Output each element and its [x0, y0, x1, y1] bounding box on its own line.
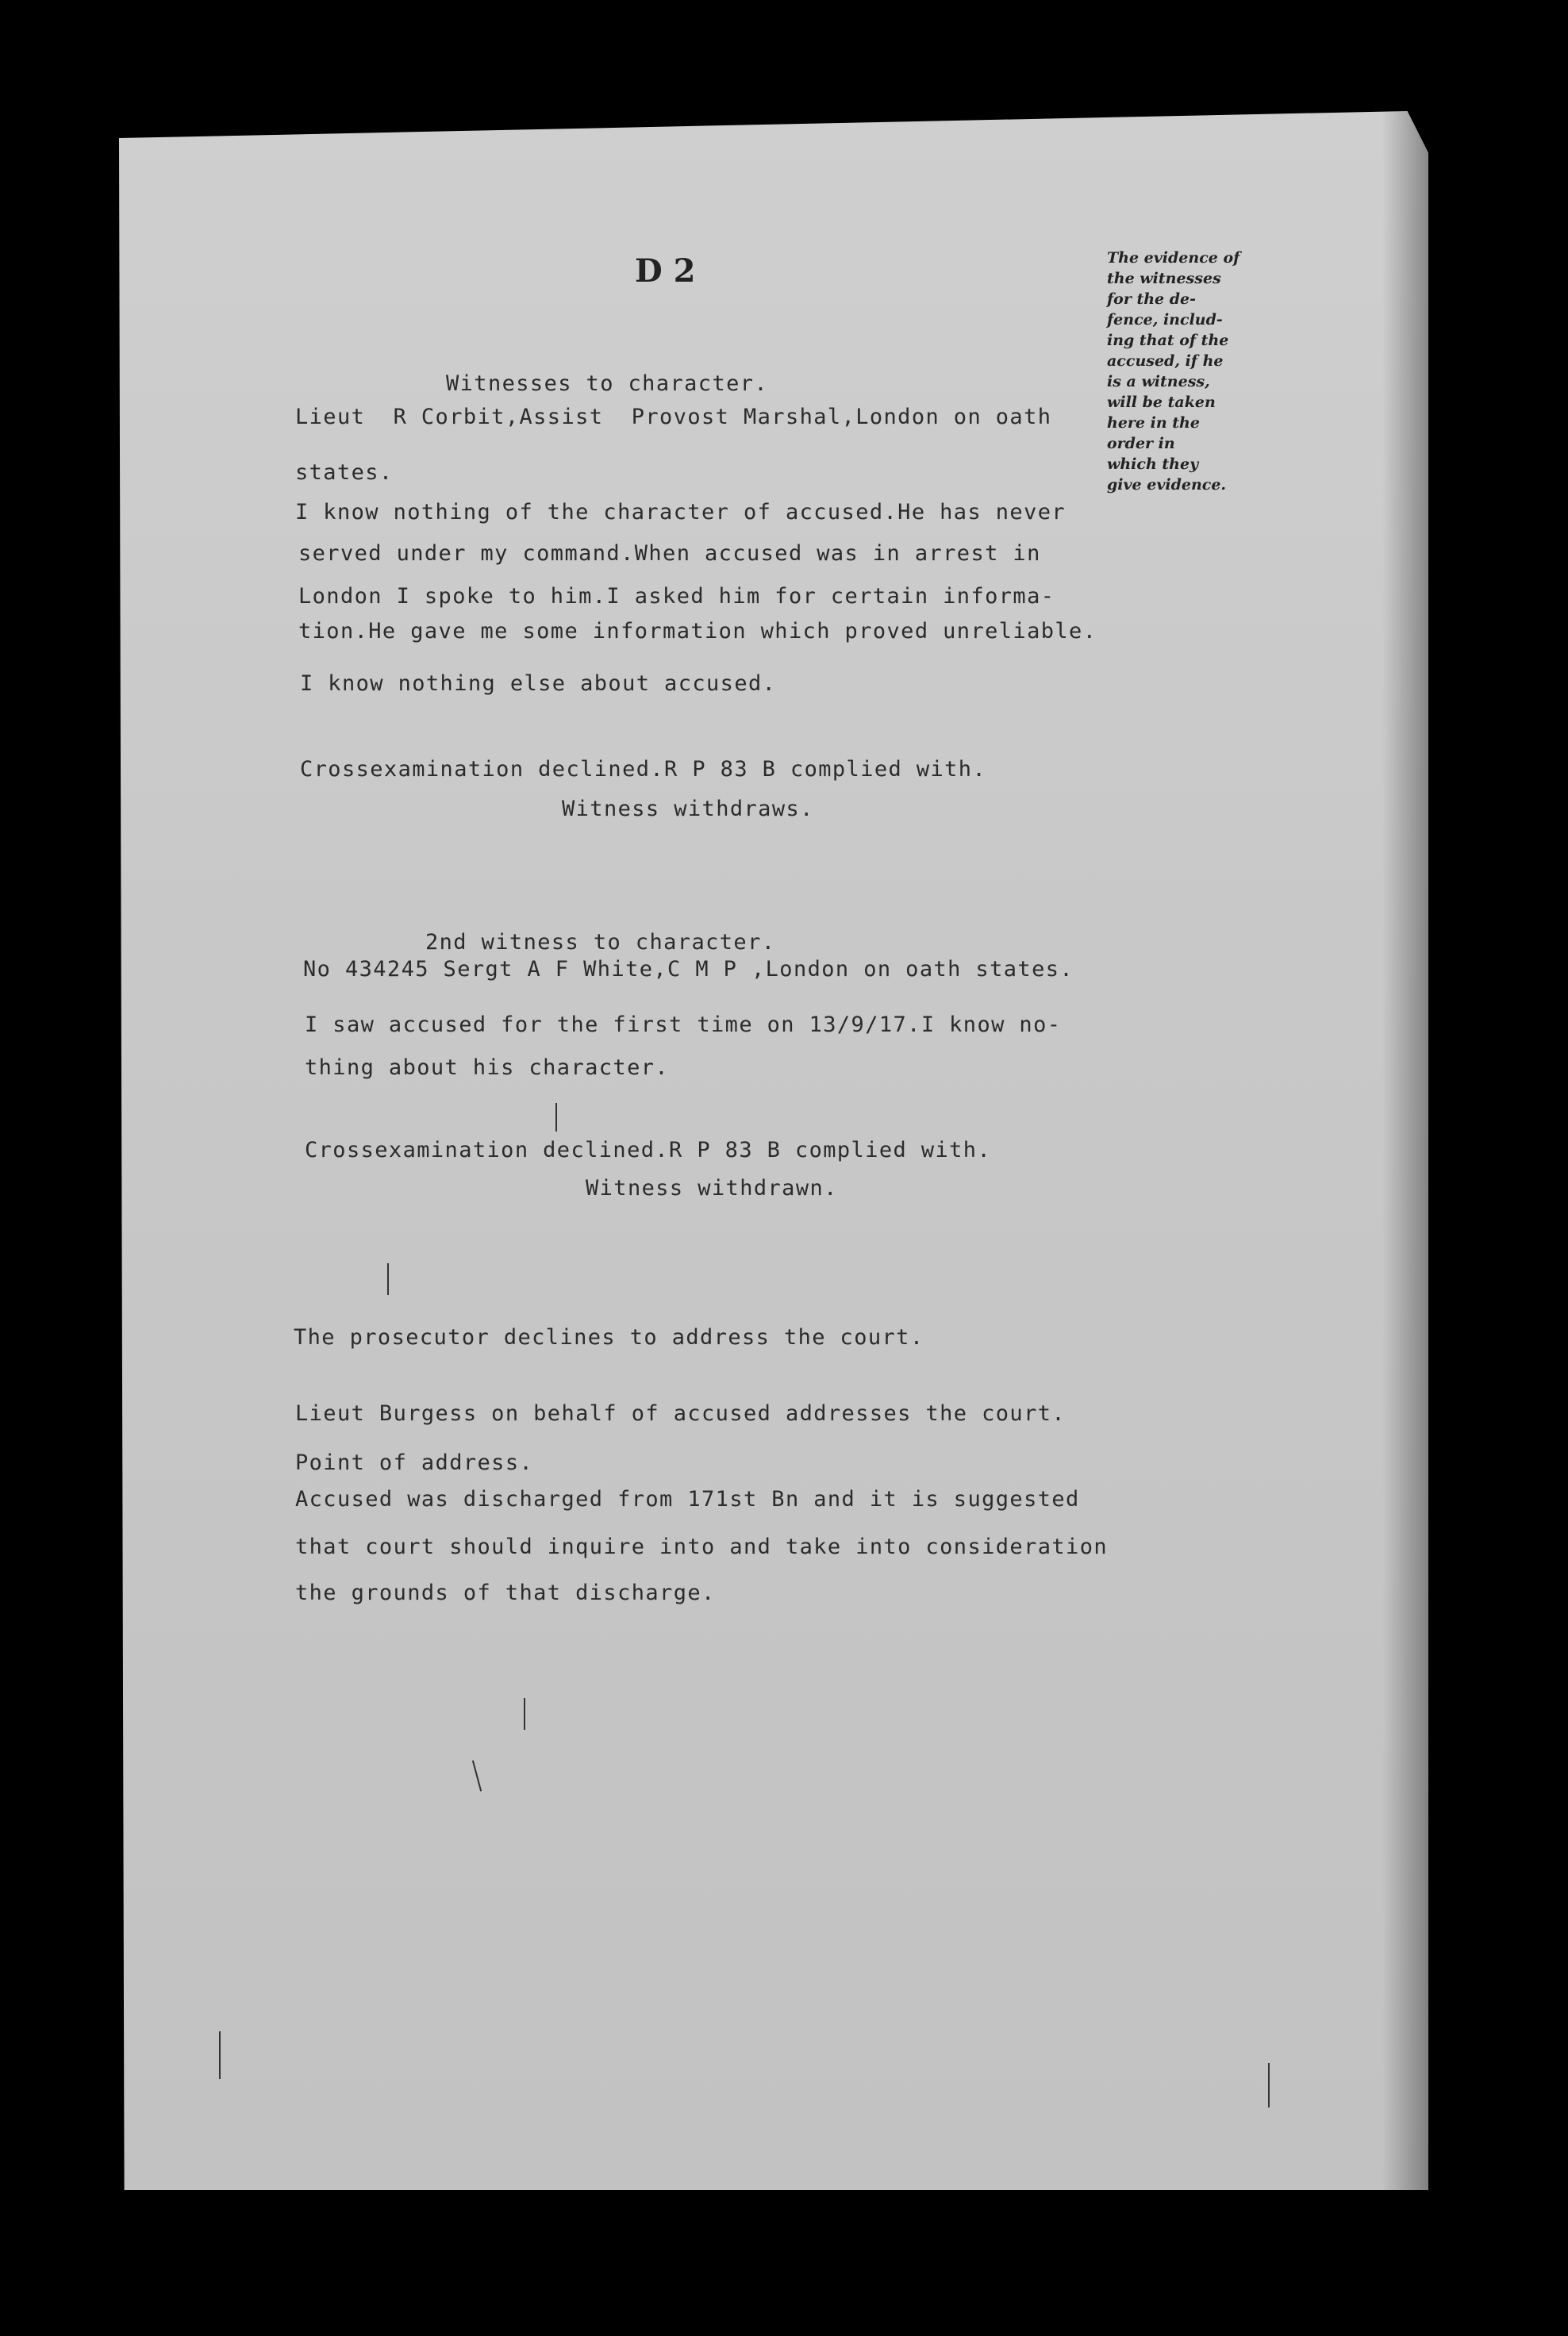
testimony-line: I know nothing else about accused. — [300, 671, 777, 696]
testimony-line: tion.He gave me some information which proved unreliable. — [298, 619, 1097, 644]
margin-note-line: here in the — [1107, 414, 1200, 432]
margin-note-line: which they — [1107, 455, 1199, 473]
defence-line: the grounds of that discharge. — [295, 1581, 716, 1605]
margin-note-line: give evidence. — [1107, 476, 1227, 494]
testimony-line: thing about his character. — [305, 1055, 670, 1080]
testimony-line: served under my command.When accused was in arrest in — [298, 541, 1041, 566]
prosecutor-statement: The prosecutor declines to address the court. — [294, 1325, 924, 1350]
scan-scratch-mark — [1268, 2063, 1270, 2107]
page-heading: D 2 — [635, 252, 696, 290]
defence-line: Point of address. — [295, 1450, 534, 1475]
sheet-edge-shadow — [1382, 111, 1430, 2190]
testimony-line: Lieut R Corbit,Assist Provost Marshal,London on oath — [295, 405, 1052, 429]
scan-scratch-mark — [387, 1263, 389, 1295]
section-heading-witnesses: Witnesses to character. — [446, 371, 769, 396]
defence-line: Accused was discharged from 171st Bn and it is suggested — [295, 1487, 1080, 1512]
margin-note-line: ing that of the — [1107, 332, 1229, 349]
margin-note-line: for the de- — [1107, 290, 1197, 308]
margin-note — [1107, 248, 1250, 495]
margin-note-line: is a witness, — [1107, 373, 1210, 390]
testimony-line: No 434245 Sergt A F White,C M P ,London on oath states. — [303, 957, 1074, 982]
defence-line: Lieut Burgess on behalf of accused addresses the court. — [295, 1401, 1066, 1426]
margin-note-line: fence, includ- — [1107, 311, 1223, 328]
testimony-line: London I spoke to him.I asked him for certain informa- — [298, 584, 1055, 609]
margin-note-line: the witnesses — [1107, 270, 1221, 287]
margin-note-line: order in — [1107, 435, 1175, 452]
scan-scratch-mark — [219, 2031, 221, 2079]
cross-examination-note: Crossexamination declined.R P 83 B complied with. — [300, 757, 987, 782]
witness-withdraws: Witness withdraws. — [562, 797, 814, 821]
cross-examination-note: Crossexamination declined.R P 83 B complied with. — [305, 1138, 992, 1162]
margin-note-line: The evidence of — [1107, 249, 1240, 267]
witness-withdrawn: Witness withdrawn. — [586, 1176, 838, 1201]
section-heading-second-witness: 2nd witness to character. — [425, 930, 776, 955]
margin-note-line: accused, if he — [1107, 352, 1224, 370]
scan-scratch-mark — [524, 1698, 525, 1730]
testimony-line: I know nothing of the character of accused.He has never — [295, 500, 1066, 524]
testimony-line: I saw accused for the first time on 13/9/17.I know no- — [305, 1012, 1062, 1037]
testimony-line: states. — [295, 460, 394, 485]
scan-scratch-mark — [555, 1103, 557, 1132]
defence-line: that court should inquire into and take into consideration — [295, 1535, 1109, 1559]
margin-note-line: will be taken — [1107, 394, 1216, 411]
